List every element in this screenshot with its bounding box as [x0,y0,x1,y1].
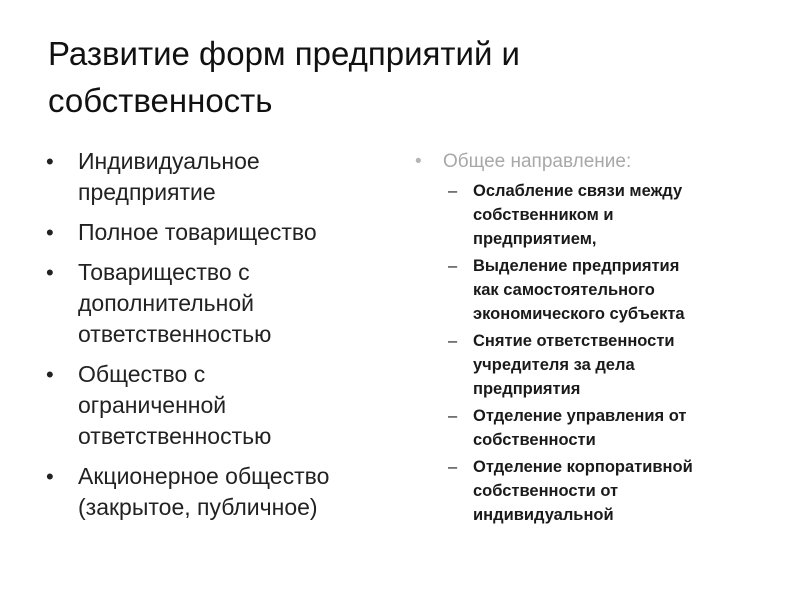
direction-item-line: Отделение управления от [473,407,687,425]
bullet-icon: • [46,260,54,285]
direction-item-line: собственности от [473,482,619,500]
direction-items-list [415,179,760,527]
dash-icon: – [448,182,458,200]
dash-icon: – [448,257,458,275]
dash-icon: – [448,458,458,476]
list-item-line: Товарищество с [78,259,250,285]
bullet-icon: • [46,220,54,245]
list-item-full-partnership [46,217,376,248]
direction-item-line: как самостоятельного [473,281,655,299]
direction-item-line: индивидуальной [473,506,614,524]
list-item-line: Индивидуальное [78,148,260,174]
list-item-line: (закрытое, публичное) [78,494,318,520]
direction-item-separating-corporate-property [415,455,760,527]
general-direction-label: Общее направление: [443,151,632,172]
direction-item-line: Снятие ответственности [473,332,675,350]
direction-item-line: предприятием, [473,230,597,248]
list-item-line: Акционерное общество [78,463,330,489]
dash-icon: – [448,332,458,350]
general-direction-section [415,150,760,530]
direction-item-removing-liability [415,329,760,401]
direction-item-line: экономического субъекта [473,305,685,323]
direction-item-line: учредителя за дела [473,356,635,374]
list-item-line: Полное товарищество [78,219,317,245]
slide-title [48,30,748,124]
slide-title-line-1: Развитие форм предприятий и [48,35,520,72]
slide-title-line-2: собственность [48,82,273,119]
direction-item-line: собственности [473,431,596,449]
general-direction-header [415,150,760,174]
dash-icon: – [448,407,458,425]
direction-item-line: предприятия [473,380,581,398]
list-item-line: ответственностью [78,423,272,449]
direction-item-separating-management [415,404,760,452]
bullet-icon: • [46,149,54,174]
direction-item-line: собственником и [473,206,614,224]
list-item-line: Общество с [78,361,206,387]
bullet-icon: • [46,464,54,489]
direction-item-line: Выделение предприятия [473,257,680,275]
list-item-limited-liability-company [46,359,376,452]
list-item-line: ответственностью [78,321,272,347]
direction-item-weakening-link [415,179,760,251]
direction-item-line: Отделение корпоративной [473,458,693,476]
list-item-additional-liability-partnership [46,257,376,350]
direction-item-separating-enterprise [415,254,760,326]
list-item-line: предприятие [78,179,216,205]
list-item-individual-enterprise [46,146,376,208]
list-item-line: дополнительной [78,290,254,316]
enterprise-forms-list [46,146,376,532]
bullet-icon: • [415,151,422,172]
list-item-line: ограниченной [78,392,227,418]
direction-item-line: Ослабление связи между [473,182,683,200]
list-item-joint-stock-company [46,461,376,523]
bullet-icon: • [46,362,54,387]
